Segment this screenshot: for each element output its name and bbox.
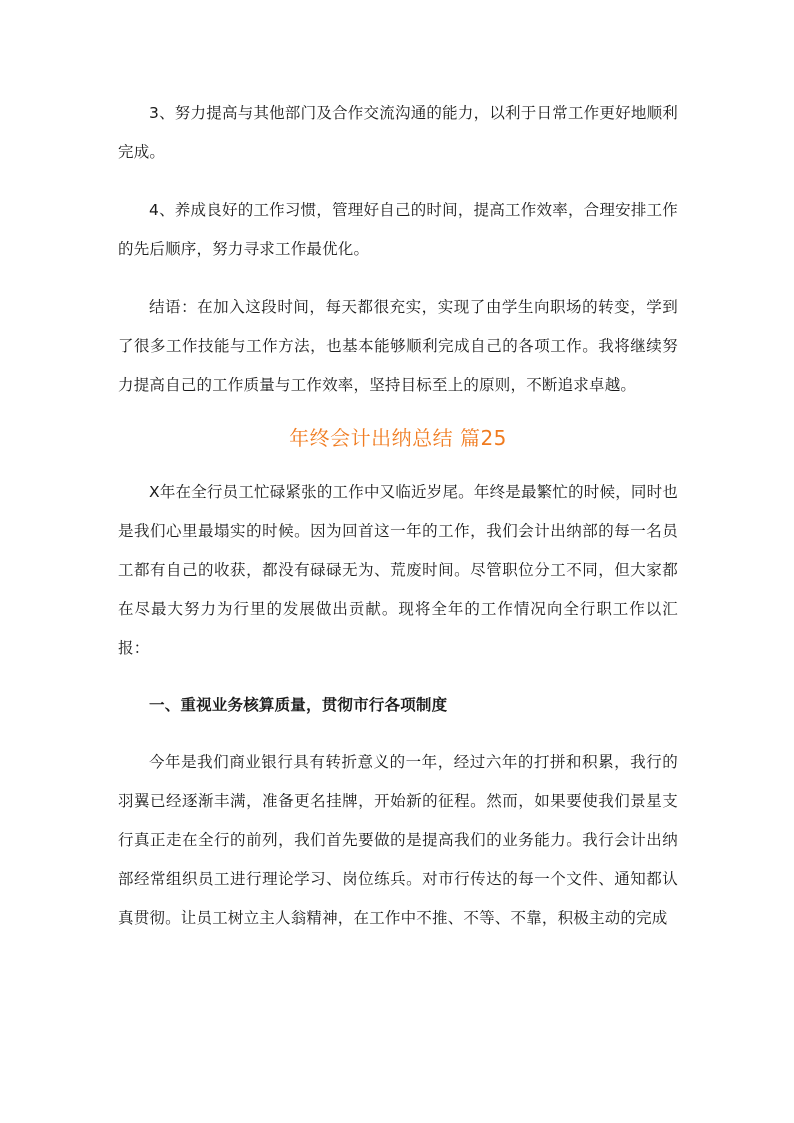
paragraph-conclusion: 结语：在加入这段时间，每天都很充实，实现了由学生向职场的转变，学到了很多工作技能与工作方法，也基本能够顺利完成自己的各项工作。我将继续努力提高自己的工作质量与工作效率，坚持目标至上的原则，不断追求卓越。	[118, 298, 678, 394]
paragraph-spacer	[118, 668, 678, 686]
paragraph-item-4: 4、养成良好的工作习惯，管理好自己的时间，提高工作效率，合理安排工作的先后顺序，努力寻求工作最优化。	[118, 201, 678, 258]
section-intro: X年在全行员工忙碌紧张的工作中又临近岁尾。年终是最繁忙的时候，同时也是我们心里最塌实的时候。因为回首这一年的工作，我们会计出纳部的每一名员工都有自己的收获，都没有碌碌无为、荒废时间。尽管职位分工不同，但大家都在尽最大努力为行里的发展做出贡献。现将全年的工作情况向全行职工作以汇报：	[118, 483, 678, 657]
paragraph-spacer	[118, 269, 678, 288]
paragraph-spacer	[118, 725, 678, 743]
section-title: 年终会计出纳总结 篇25	[289, 426, 507, 450]
paragraph-item-3: 3、努力提高与其他部门及合作交流沟通的能力，以利于日常工作更好地顺利完成。	[118, 104, 678, 161]
heading-spacer	[118, 451, 678, 473]
section-body: 今年是我们商业银行具有转折意义的一年，经过六年的打拼和积累，我行的羽翼已经逐渐丰满，准备更名挂牌，开始新的征程。然而，如果要使我们景星支行真正走在全行的前列，我们首先要做的是提高我们的业务能力。我行会计出纳部经常组织员工进行理论学习、岗位练兵。对市行传达的每一个文件、通知都认真贯彻。让员工树立主人翁精神，在工作中不推、不等、不靠，积极主动的完成	[118, 753, 678, 927]
paragraph-spacer	[118, 172, 678, 191]
section-subheading: 一、重视业务核算质量，贯彻市行各项制度	[149, 696, 448, 714]
document-page	[118, 94, 678, 938]
heading-spacer	[118, 405, 678, 425]
